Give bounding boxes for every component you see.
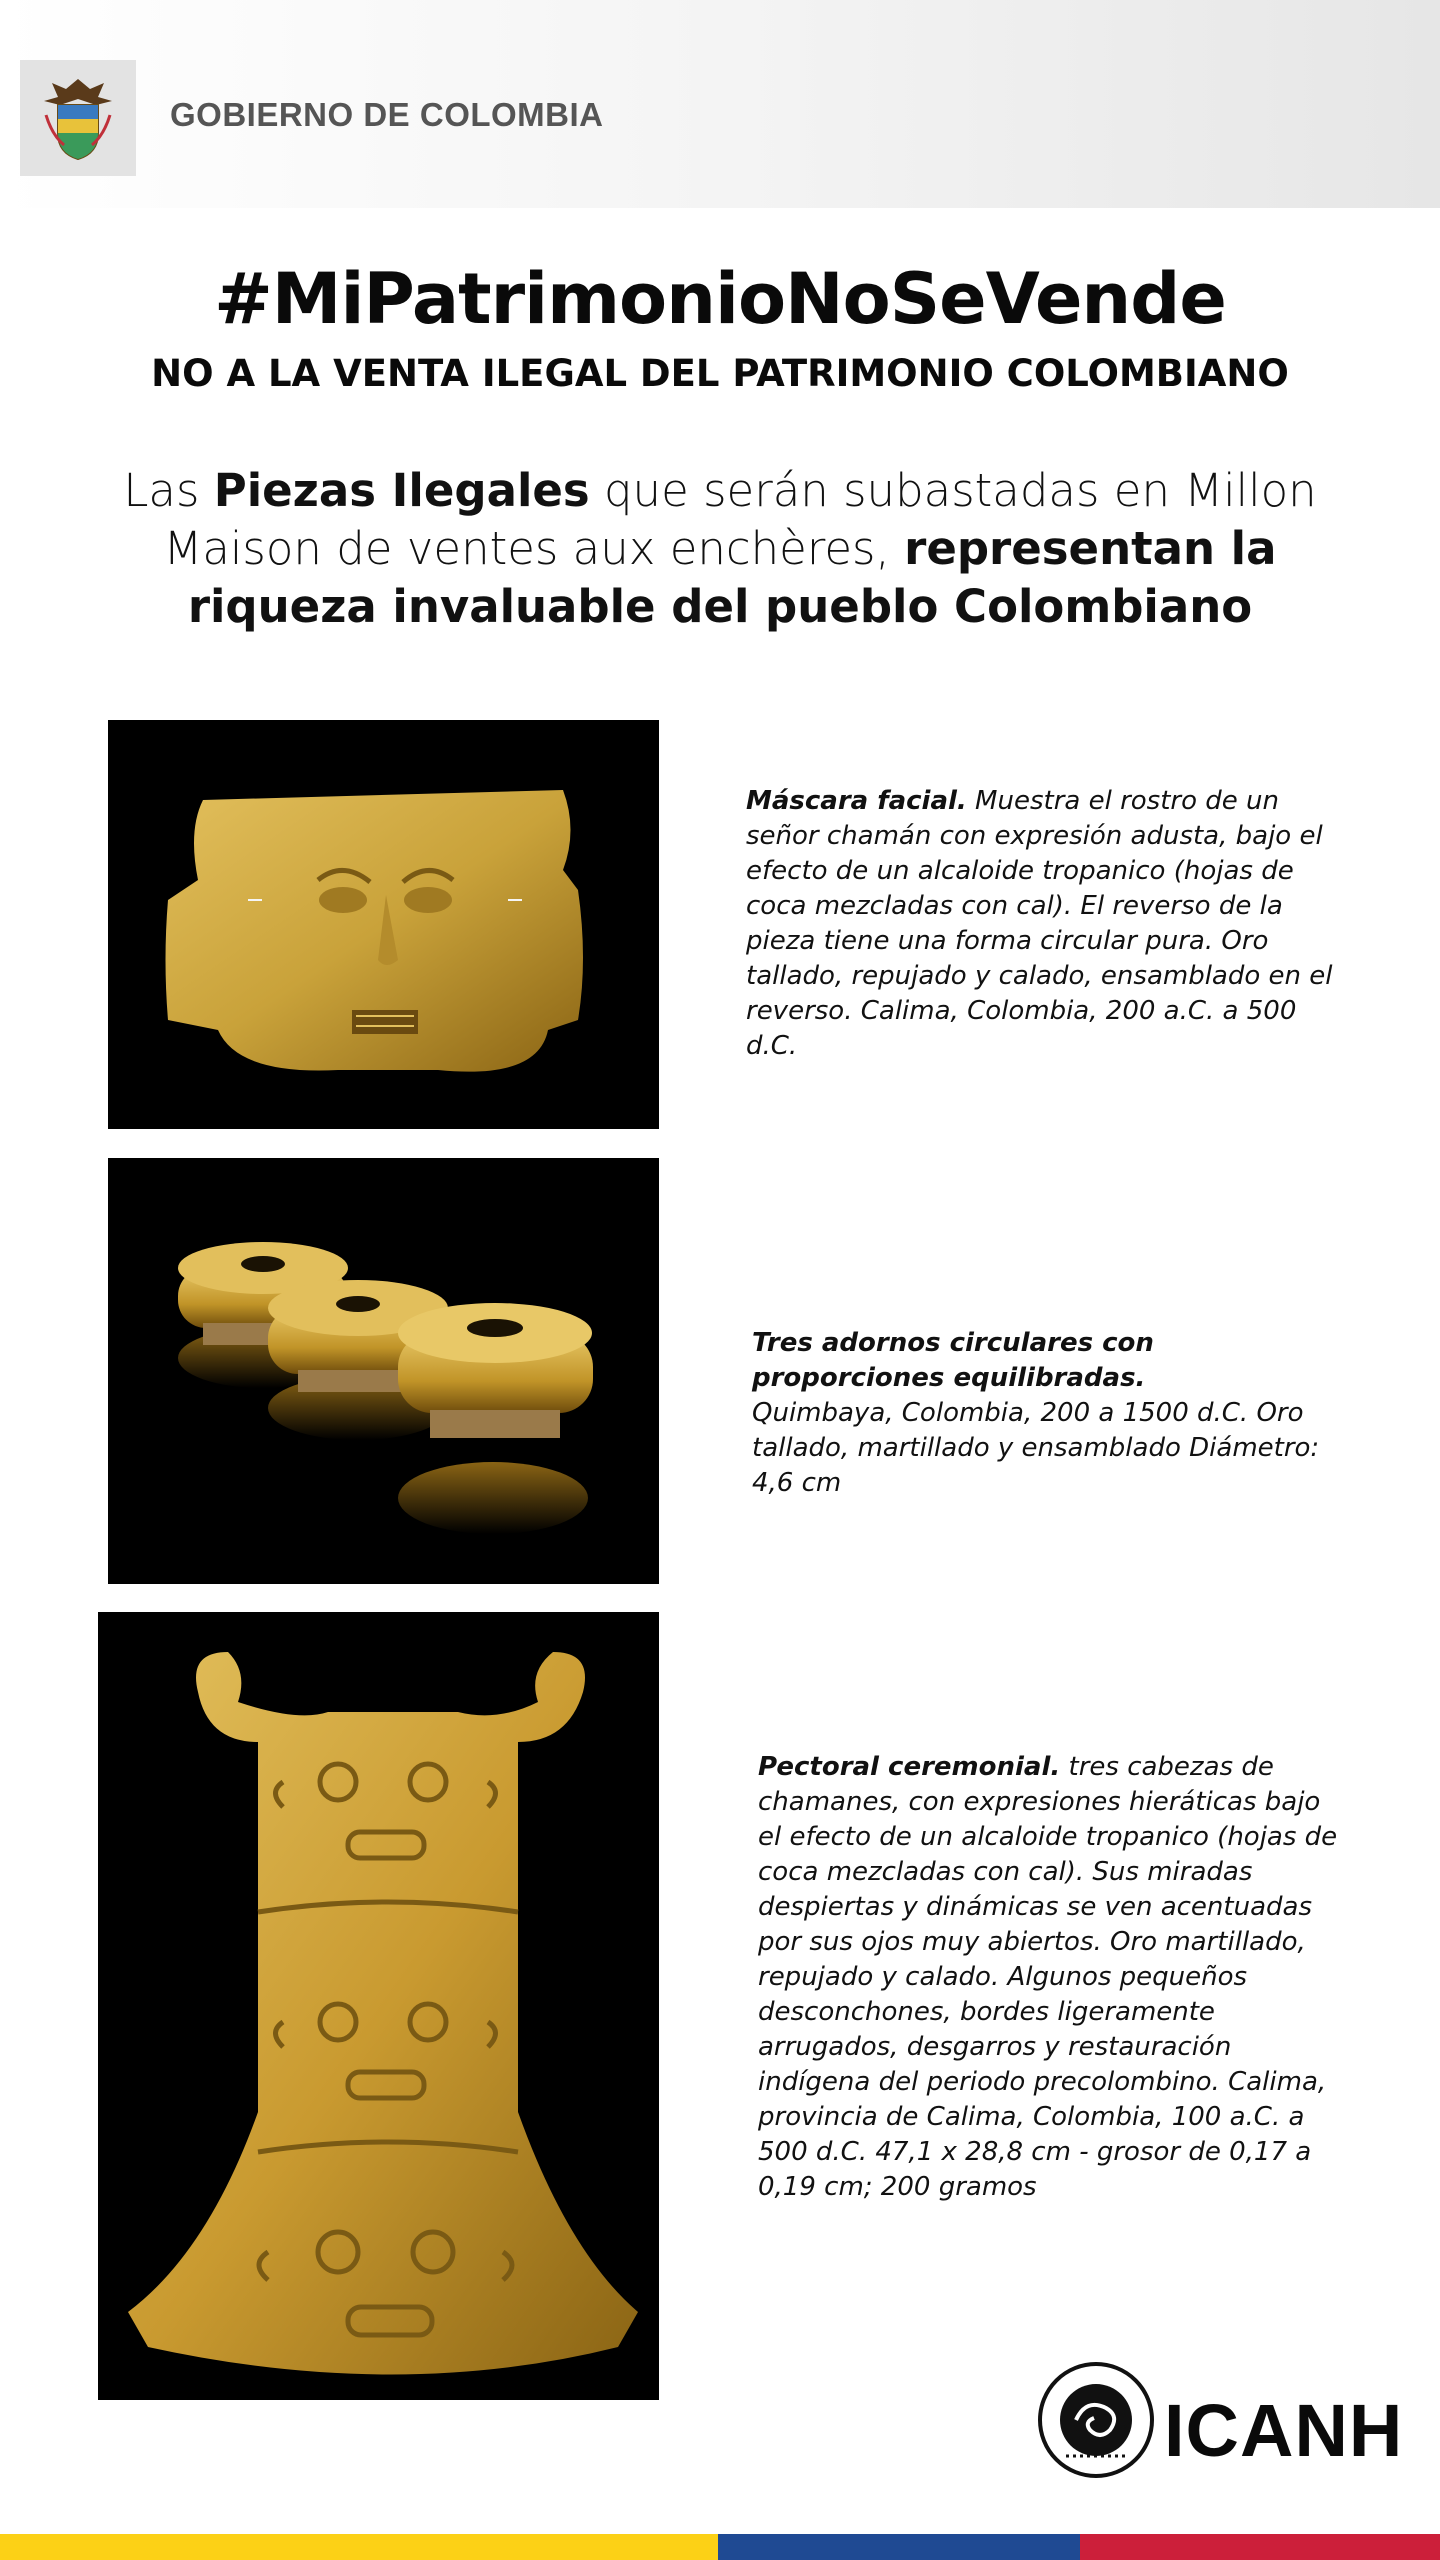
- government-title: GOBIERNO DE COLOMBIA: [170, 96, 604, 133]
- gold-pectoral-photo: [98, 1612, 659, 2400]
- piece-text-ornaments: Quimbaya, Colombia, 200 a 1500 d.C. Oro tallado, martillado y ensamblado Diámetro: 4,6 cm: [752, 1398, 1320, 1498]
- piece-title-pectoral: Pectoral ceremonial.: [758, 1752, 1061, 1782]
- flag-stripe-yellow: [0, 2534, 718, 2560]
- campaign-subtitle: NO A LA VENTA ILEGAL DEL PATRIMONIO COLOMBIANO: [151, 352, 1289, 395]
- colombia-coat-of-arms-icon: [38, 75, 118, 161]
- campaign-hashtag: #MiPatrimonioNoSeVende: [214, 258, 1226, 340]
- piece-description-pectoral: [758, 1750, 1348, 2205]
- gold-circular-ornaments-photo: [108, 1158, 659, 1584]
- icanh-seal-icon: [1036, 2360, 1156, 2480]
- lead-text-2: que serán subastadas en Millon Maison de ventes aux enchères,: [163, 464, 1317, 575]
- crest-container: [20, 60, 136, 176]
- flag-stripe-blue: [718, 2534, 1080, 2560]
- campaign-lead: [80, 462, 1360, 636]
- lead-bold-2: representan la riqueza invaluable del pueblo Colombiano: [187, 522, 1277, 633]
- icanh-label: ICANH: [1164, 2389, 1404, 2472]
- piece-description-mask: [746, 784, 1346, 1064]
- lead-text-1: Las: [123, 464, 214, 517]
- piece-description-ornaments: [752, 1326, 1352, 1501]
- lead-bold-1: Piezas Ilegales: [213, 464, 590, 517]
- piece-text-pectoral: tres cabezas de chamanes, con expresiones hieráticas bajo el efecto de un alcaloide tropanico (hojas de coca mezcladas con cal). Sus miradas despiertas y dinámicas se ven acentuadas por sus ojos muy abiertos. Oro martillado, repujado y calado. Algunos pequeños desconchones, bordes ligeramente arrugados, desgarros y restauración indígena del periodo precolombino. Calima, provincia de Calima, Colombia, 100 a.C. a 500 d.C. 47,1 x 28,8 cm - grosor de 0,17 a 0,19 cm; 200 gramos: [758, 1752, 1338, 2202]
- piece-title-mask: Máscara facial.: [746, 786, 967, 816]
- flag-stripe-red: [1080, 2534, 1440, 2560]
- piece-text-mask: Muestra el rostro de un señor chamán con expresión adusta, bajo el efecto de un alcaloide tropanico (hojas de coca mezcladas con cal). El reverso de la pieza tiene una forma circular pura. Oro tallado, repujado y calado, ensamblado en el reverso. Calima, Colombia, 200 a.C. a 500 d.C.: [746, 786, 1333, 1061]
- government-header: [0, 0, 1440, 208]
- piece-title-ornaments: Tres adornos circulares con proporciones equilibradas.: [752, 1328, 1154, 1393]
- gold-face-mask-photo: [108, 720, 659, 1129]
